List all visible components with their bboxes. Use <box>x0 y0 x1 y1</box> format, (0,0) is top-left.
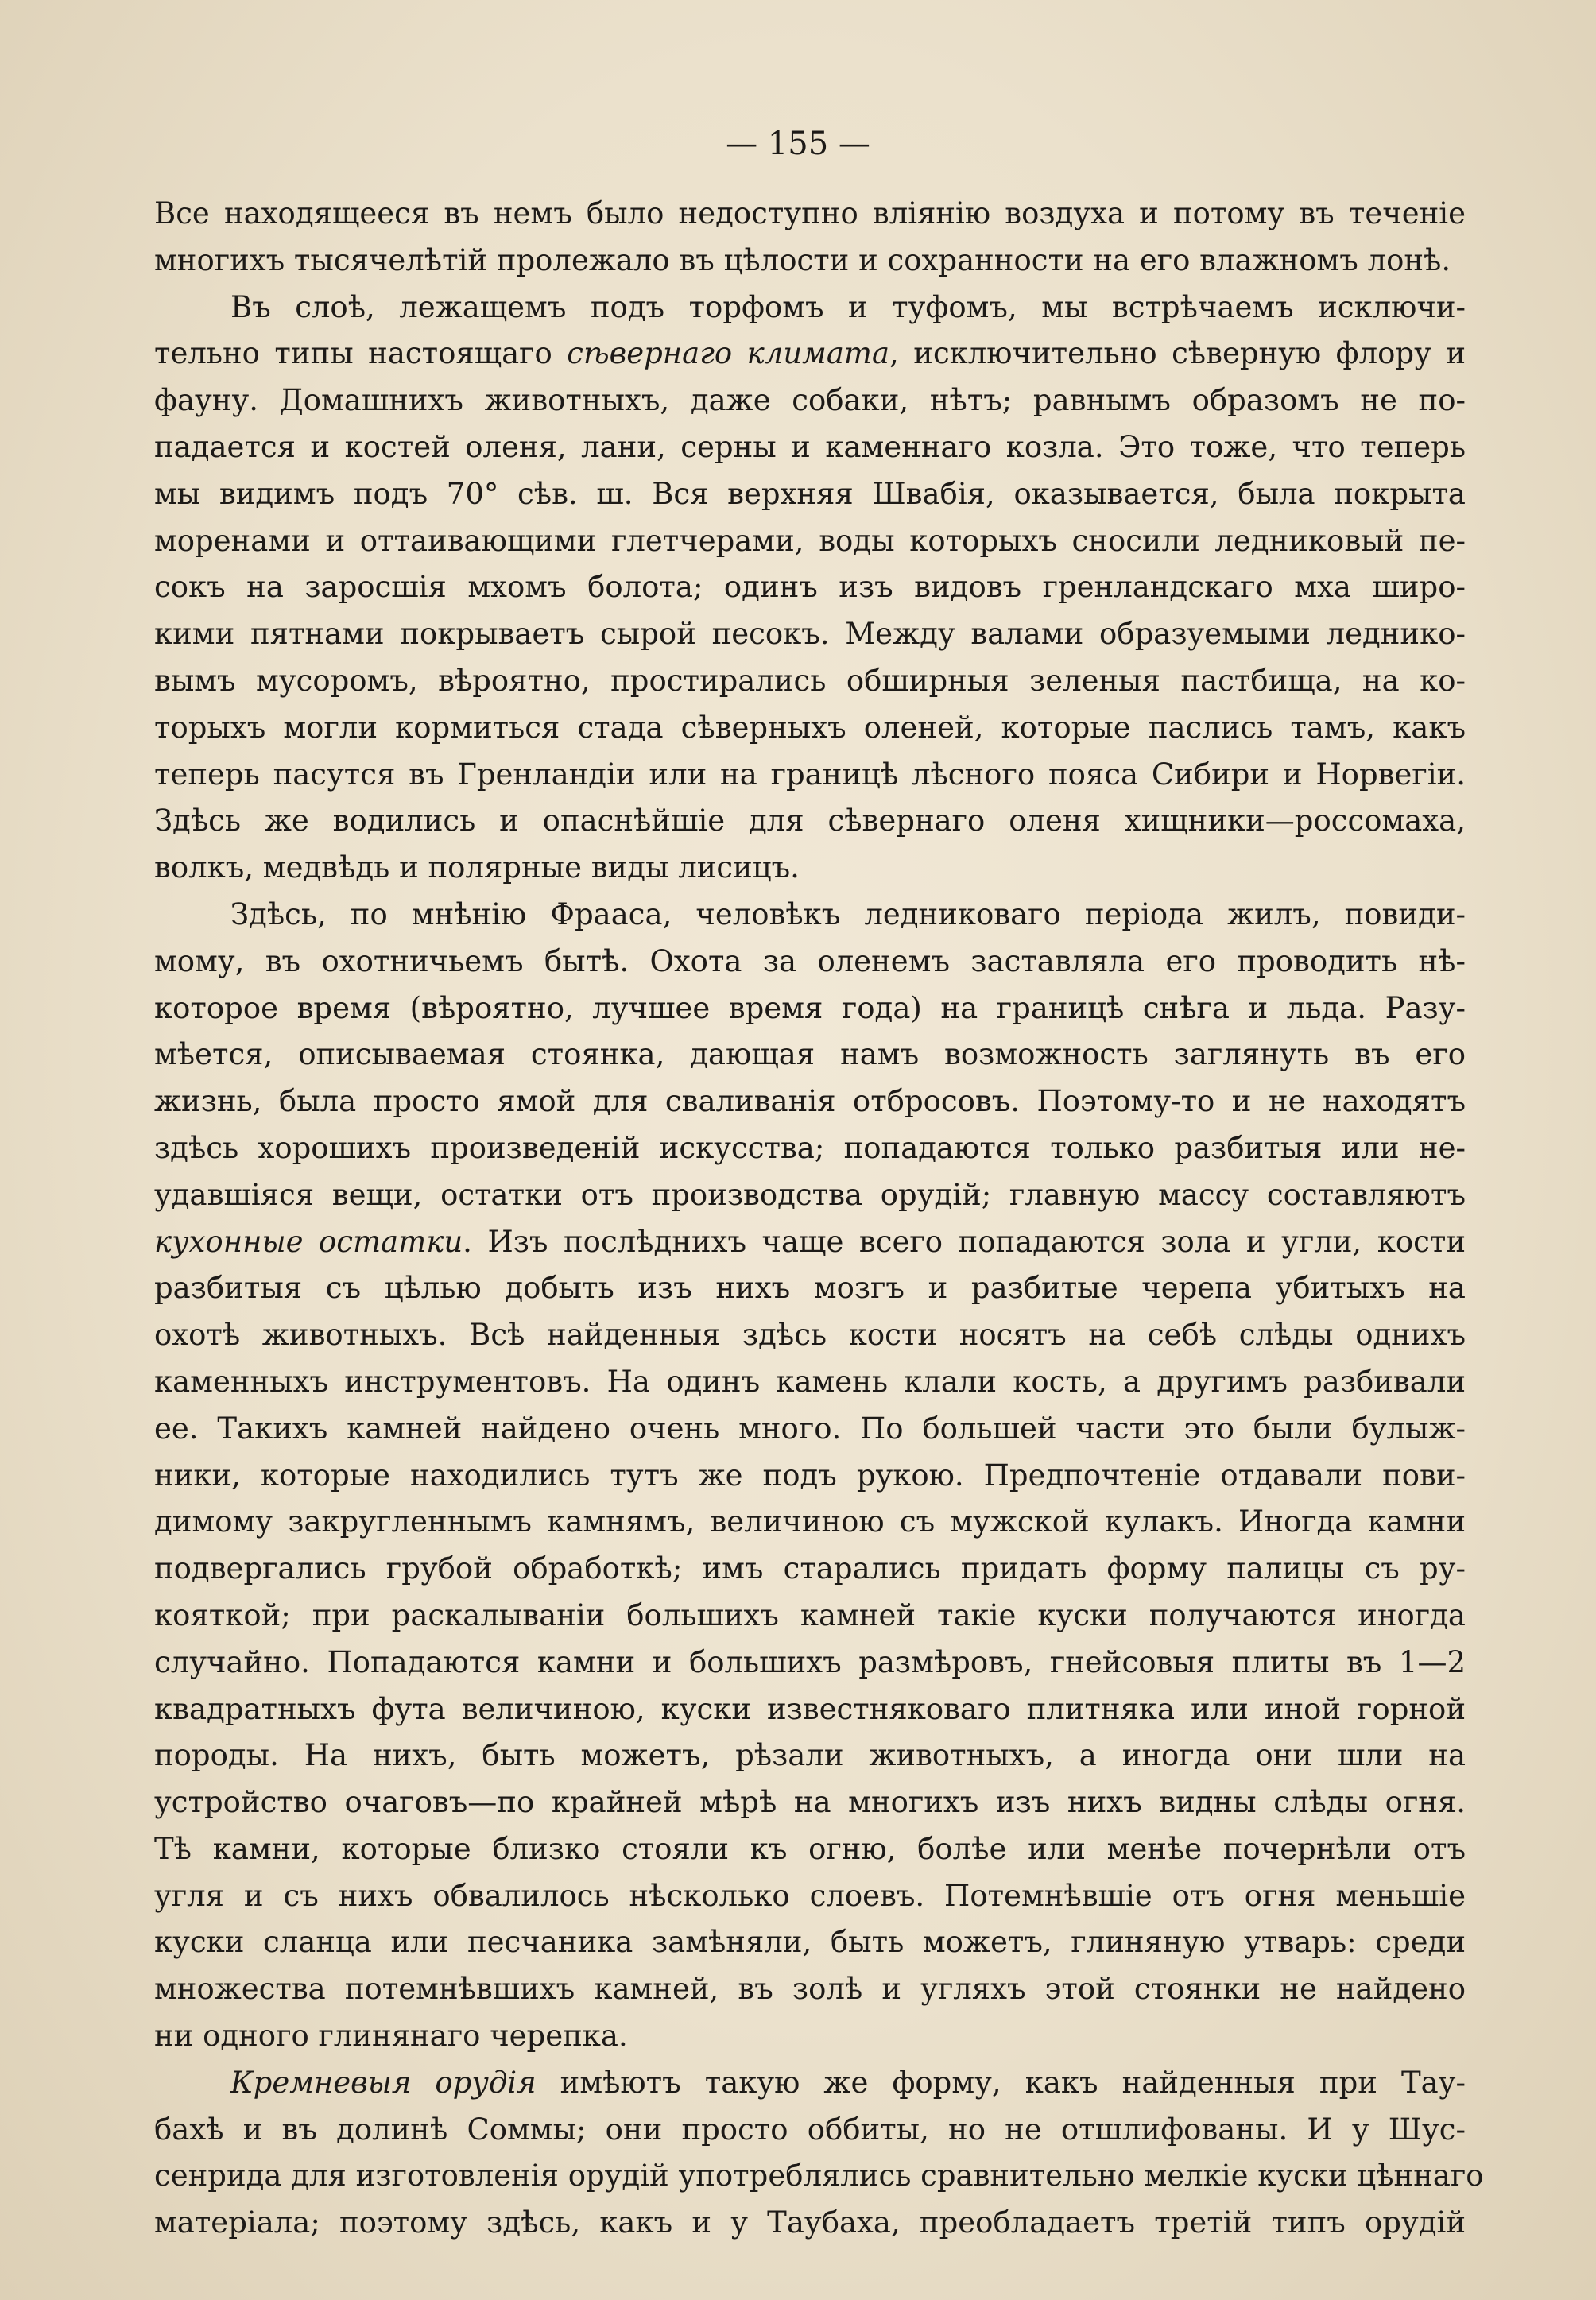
italic-term: кухонные остатки <box>154 1224 463 1259</box>
text-line: ни одного глинянаго черепка. <box>154 2019 628 2054</box>
text-line: Здѣсь, по мнѣнiю Фрааса, человѣкъ ледниковаго перiода жилъ, повиди- <box>230 896 1466 931</box>
text-line: охотѣ животныхъ. Всѣ найденныя здѣсь кости носятъ на себѣ слѣды однихъ <box>154 1318 1466 1353</box>
text-line: устройство очаговъ—по крайней мѣрѣ на многихъ изъ нихъ видны слѣды огня. <box>154 1785 1466 1820</box>
text-line: многихъ тысячелѣтiй пролежало въ цѣлости и сохранности на его влажномъ лонѣ. <box>154 242 1451 277</box>
text-line: мому, въ охотничьемъ бытѣ. Охота за оленемъ заставляла его проводить нѣ- <box>154 943 1466 978</box>
text-line: жизнь, была просто ямой для сваливанiя отбросовъ. Поэтому-то и не находятъ <box>154 1084 1466 1119</box>
text-line: торыхъ могли кормиться стада сѣверныхъ оленей, которые паслись тамъ, какъ <box>154 710 1466 745</box>
text-line: куски сланца или песчаника замѣняли, быть можетъ, глиняную утварь: среди <box>154 1925 1466 1960</box>
text-line: мѣется, описываемая стоянка, дающая намъ возможность заглянуть въ его <box>154 1037 1466 1072</box>
text-line: фауну. Домашнихъ животныхъ, даже собаки, нѣтъ; равнымъ образомъ не по- <box>154 383 1466 418</box>
text-line: подвергались грубой обработкѣ; имъ старались придать форму палицы съ ру- <box>154 1551 1466 1586</box>
text-line: волкъ, медвѣдь и полярные виды лисицъ. <box>154 850 800 885</box>
italic-term: сѣвернаго климата <box>567 336 890 371</box>
italic-term: Кремневыя орудiя <box>230 2065 537 2100</box>
text-line: каменныхъ инструментовъ. На одинъ камень клали кость, а другимъ разбивали <box>154 1364 1466 1399</box>
text-line: разбитыя съ цѣлью добыть изъ нихъ мозгъ и разбитые черепа убитыхъ на <box>154 1271 1466 1306</box>
text-line: ники, которые находились тутъ же подъ рукою. Предпочтенiе отдавали пови- <box>154 1458 1466 1493</box>
text-line: падается и костей оленя, лани, серны и каменнаго козла. Это тоже, что теперь <box>154 429 1466 464</box>
text-line: Все находящееся въ немъ было недоступно влiянiю воздуха и потому въ теченiе <box>154 196 1466 230</box>
text-line: кояткой; при раскалыванiи большихъ камней такiе куски получаются иногда <box>154 1597 1466 1632</box>
text-line: теперь пасутся въ Гренландiи или на границѣ лѣсного пояса Сибири и Норвегiи. <box>154 757 1466 792</box>
text-line: моренами и оттаивающими глетчерами, воды которыхъ сносили ледниковый пе- <box>154 523 1466 558</box>
text-line: сенрида для изготовленiя орудiй употреблялись сравнительно мелкiе куски цѣннаго <box>154 2159 1484 2194</box>
text-line: кими пятнами покрываетъ сырой песокъ. Между валами образуемыми леднико- <box>154 617 1466 652</box>
text-line: Здѣсь же водились и опаснѣйшiе для сѣвернаго оленя хищники—россомаха, <box>154 803 1466 838</box>
text-line: ее. Такихъ камней найдено очень много. По большей части это были булыж- <box>154 1411 1466 1446</box>
text-line: кухонные остатки. Изъ послѣднихъ чаще всего попадаются зола и угли, кости <box>154 1224 1466 1259</box>
text-line: мы видимъ подъ 70° сѣв. ш. Вся верхняя Швабiя, оказывается, была покрыта <box>154 476 1466 511</box>
text-line: тельно типы настоящаго сѣвернаго климата, исключительно сѣверную флору и <box>154 336 1466 371</box>
text-line: здѣсь хорошихъ произведенiй искусства; попадаются только разбитыя или не- <box>154 1130 1466 1165</box>
text-line: угля и съ нихъ обвалилось нѣсколько слоевъ. Потемнѣвшiе отъ огня меньшiе <box>154 1878 1466 1913</box>
text-line: бахѣ и въ долинѣ Соммы; они просто оббиты, но не отшлифованы. И у Шус- <box>154 2112 1466 2147</box>
text-line: матерiала; поэтому здѣсь, какъ и у Таубаха, преобладаетъ третiй типъ орудiй <box>154 2205 1466 2240</box>
text-line: множества потемнѣвшихъ камней, въ золѣ и угляхъ этой стоянки не найдено <box>154 1972 1466 2007</box>
body-text <box>154 191 1484 2247</box>
text-line: Въ слоѣ, лежащемъ подъ торфомъ и туфомъ, мы встрѣчаемъ исключи- <box>230 289 1466 324</box>
text-line: удавшiяся вещи, остатки отъ производства орудiй; главную массу составляютъ <box>154 1177 1466 1212</box>
text-line: породы. На нихъ, быть можетъ, рѣзали животныхъ, а иногда они шли на <box>154 1738 1466 1773</box>
page-number: — 155 — <box>726 126 870 162</box>
text-line: случайно. Попадаются камни и большихъ размѣровъ, гнейсовыя плиты въ 1—2 <box>154 1644 1466 1679</box>
text-line: Кремневыя орудiя имѣютъ такую же форму, какъ найденныя при Тау- <box>230 2065 1466 2100</box>
text-line: вымъ мусоромъ, вѣроятно, простирались обширныя зеленыя пастбища, на ко- <box>154 663 1466 698</box>
text-line: квадратныхъ фута величиною, куски известняковаго плитняка или иной горной <box>154 1691 1466 1726</box>
text-line: димому закругленнымъ камнямъ, величиною съ мужской кулакъ. Иногда камни <box>154 1504 1466 1539</box>
text-line: которое время (вѣроятно, лучшее время года) на границѣ снѣга и льда. Разу- <box>154 990 1466 1025</box>
text-line: Тѣ камни, которые близко стояли къ огню, болѣе или менѣе почернѣли отъ <box>154 1831 1466 1866</box>
text-line: сокъ на заросшiя мхомъ болота; одинъ изъ видовъ гренландскаго мха широ- <box>154 570 1466 605</box>
